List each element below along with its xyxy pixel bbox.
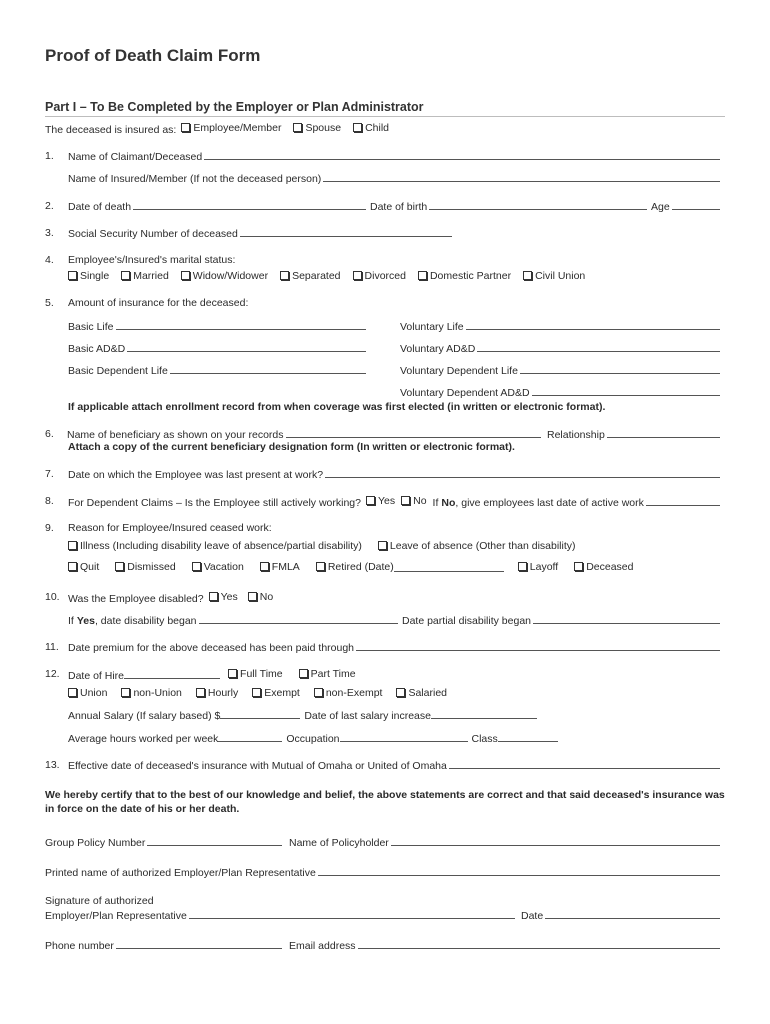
civil-union-label: Civil Union <box>535 270 586 282</box>
age-label: Age <box>651 201 670 213</box>
deceased-label: Deceased <box>586 561 634 573</box>
checkbox-icon <box>252 688 261 697</box>
checkbox-icon <box>299 669 308 678</box>
actively-working-label: For Dependent Claims – Is the Employee still actively working? <box>68 497 361 509</box>
basic-life-field[interactable] <box>68 320 366 334</box>
beneficiary-name-field[interactable] <box>67 428 541 442</box>
checkbox-icon <box>192 562 201 571</box>
q1-number: 1. <box>45 150 54 162</box>
checkbox-icon <box>353 271 362 280</box>
leave-of-absence-label: Leave of absence (Other than disability) <box>389 540 576 552</box>
salaried-checkbox[interactable] <box>396 687 447 700</box>
annual-salary-label: Annual Salary (If salary based) $ <box>68 710 221 722</box>
checkbox-icon <box>121 271 130 280</box>
q4-number: 4. <box>45 254 54 266</box>
voluntary-dependent-add-field[interactable] <box>400 386 720 400</box>
printed-name-label: Printed name of authorized Employer/Plan Representative <box>45 867 316 879</box>
q5-number: 5. <box>45 297 54 309</box>
checkbox-icon <box>378 541 387 550</box>
ceased-work-label: Reason for Employee/Insured ceased work: <box>68 522 272 534</box>
date-of-birth-line[interactable] <box>429 200 647 210</box>
policyholder-label: Name of Policyholder <box>289 837 389 849</box>
checkbox-icon <box>68 688 77 697</box>
divorced-checkbox[interactable] <box>353 270 406 283</box>
divorced-label: Divorced <box>364 270 406 282</box>
average-hours-line[interactable] <box>218 732 282 742</box>
date-of-death-label: Date of death <box>68 201 132 213</box>
checkbox-icon <box>280 271 289 280</box>
checkbox-icon <box>181 271 190 280</box>
printed-name-line[interactable] <box>318 866 720 876</box>
beneficiary-form-note: Attach a copy of the current beneficiary designation form (In written or electronic format). <box>68 441 515 453</box>
claimant-name-line[interactable] <box>204 150 720 160</box>
exempt-checkbox[interactable] <box>252 687 300 700</box>
marital-status-label: Employee's/Insured's marital status: <box>68 254 236 266</box>
non-exempt-label: non-Exempt <box>325 687 383 699</box>
hourly-label: Hourly <box>207 687 239 699</box>
checkbox-icon <box>574 562 583 571</box>
group-policy-label: Group Policy Number <box>45 837 146 849</box>
q8-number: 8. <box>45 495 54 507</box>
full-time-label: Full Time <box>240 668 283 680</box>
beneficiary-name-line[interactable] <box>286 428 541 438</box>
retired-date-line[interactable] <box>394 562 504 572</box>
layoff-label: Layoff <box>529 561 559 573</box>
dismissed-label: Dismissed <box>127 561 176 573</box>
disabled-label: Was the Employee disabled? <box>68 593 204 605</box>
insurance-amount-label: Amount of insurance for the deceased: <box>68 297 249 309</box>
hours-row <box>68 732 558 746</box>
union-checkbox[interactable] <box>68 687 107 700</box>
disabled-no-label: No <box>259 591 274 603</box>
checkbox-icon <box>316 562 325 571</box>
voluntary-add-field[interactable] <box>400 342 720 356</box>
separated-label: Separated <box>292 270 341 282</box>
disabled-yes-checkbox[interactable] <box>209 591 238 604</box>
disabled-row <box>68 591 285 606</box>
checkbox-icon <box>121 688 130 697</box>
certification-statement: We hereby certify that to the best of our knowledge and belief, the above statements are correct and that said deceased's insurance was in force on the date of his or her death. <box>45 789 725 815</box>
q3-number: 3. <box>45 227 54 239</box>
checkbox-icon <box>181 123 190 132</box>
if-label: If <box>432 497 439 509</box>
illness-checkbox[interactable] <box>68 540 362 553</box>
signature-label-line1: Signature of authorized <box>45 895 154 907</box>
if-no-label: No <box>441 497 456 509</box>
effective-date-line[interactable] <box>449 759 720 769</box>
fmla-checkbox[interactable] <box>260 561 300 574</box>
disability-began-field[interactable] <box>68 614 398 628</box>
last-active-work-label: , give employees last date of active work <box>455 497 644 509</box>
no-label: No <box>413 495 427 507</box>
child-checkbox[interactable] <box>353 122 389 135</box>
occupation-label: Occupation <box>286 733 340 745</box>
voluntary-life-field[interactable] <box>400 320 720 334</box>
class-line[interactable] <box>498 732 558 742</box>
last-increase-label: Date of last salary increase <box>304 710 431 722</box>
salary-row <box>68 709 537 723</box>
last-present-label: Date on which the Employee was last present at work? <box>68 469 324 481</box>
date-of-hire-line[interactable] <box>124 669 220 679</box>
vacation-label: Vacation <box>203 561 244 573</box>
checkbox-icon <box>68 541 77 550</box>
email-label: Email address <box>289 940 356 952</box>
annual-salary-line[interactable] <box>220 709 300 719</box>
layoff-checkbox[interactable] <box>518 561 558 574</box>
date-of-birth-field[interactable] <box>370 200 647 214</box>
occupation-line[interactable] <box>340 732 468 742</box>
voluntary-dependent-add-label: Voluntary Dependent AD&D <box>400 387 530 399</box>
checkbox-icon <box>293 123 302 132</box>
employee-member-checkbox[interactable] <box>181 122 281 135</box>
widow-label: Widow/Widower <box>192 270 269 282</box>
insured-as-row <box>45 122 401 137</box>
checkbox-icon <box>196 688 205 697</box>
signature-label-line2: Employer/Plan Representative <box>45 910 187 922</box>
vacation-checkbox[interactable] <box>192 561 244 574</box>
spouse-checkbox[interactable] <box>293 122 341 135</box>
q7-number: 7. <box>45 468 54 480</box>
salaried-label: Salaried <box>408 687 447 699</box>
if-yes-prefix: If <box>68 615 74 627</box>
age-line[interactable] <box>672 200 720 210</box>
insured-name-line[interactable] <box>323 172 720 182</box>
premium-paid-line[interactable] <box>356 641 720 651</box>
domestic-partner-label: Domestic Partner <box>429 270 512 282</box>
last-present-field[interactable] <box>68 468 720 482</box>
dismissed-checkbox[interactable] <box>115 561 175 574</box>
ssn-field[interactable] <box>68 227 452 241</box>
voluntary-dependent-life-line[interactable] <box>520 364 720 374</box>
checkbox-icon <box>418 271 427 280</box>
effective-date-field[interactable] <box>68 759 720 773</box>
checkbox-icon <box>396 688 405 697</box>
part-time-label: Part Time <box>310 668 356 680</box>
basic-dependent-life-label: Basic Dependent Life <box>68 365 168 377</box>
effective-date-label: Effective date of deceased's insurance with Mutual of Omaha or United of Omaha <box>68 760 447 772</box>
age-field[interactable] <box>651 200 720 214</box>
disabled-no-checkbox[interactable] <box>248 591 273 604</box>
voluntary-add-line[interactable] <box>477 342 720 352</box>
part-one-rule <box>45 116 725 117</box>
relationship-label: Relationship <box>547 429 605 441</box>
premium-paid-field[interactable] <box>68 641 720 655</box>
single-label: Single <box>80 270 110 282</box>
date-of-birth-label: Date of birth <box>370 201 428 213</box>
quit-label: Quit <box>80 561 100 573</box>
if-yes-label: Yes <box>76 615 95 627</box>
last-present-line[interactable] <box>325 468 720 478</box>
voluntary-add-label: Voluntary AD&D <box>400 343 476 355</box>
hire-row <box>68 668 368 683</box>
basic-add-field[interactable] <box>68 342 366 356</box>
group-policy-field[interactable] <box>45 836 282 850</box>
checkbox-icon <box>209 592 218 601</box>
insured-as-label: The deceased is insured as: <box>45 124 177 136</box>
part-one-heading: Part I – To Be Completed by the Employer or Plan Administrator <box>45 100 424 114</box>
policyholder-line[interactable] <box>391 836 720 846</box>
child-label: Child <box>365 122 390 134</box>
retired-checkbox[interactable] <box>316 561 394 574</box>
date-label: Date <box>521 910 544 922</box>
claimant-name-field[interactable] <box>68 150 720 164</box>
partial-disability-field[interactable] <box>402 614 720 628</box>
employee-member-label: Employee/Member <box>193 122 282 134</box>
phone-label: Phone number <box>45 940 114 952</box>
email-line[interactable] <box>358 939 720 949</box>
basic-dependent-life-line[interactable] <box>170 364 366 374</box>
enrollment-record-note: If applicable attach enrollment record from when coverage was first elected (in written or electronic format). <box>68 401 606 413</box>
partial-disability-line[interactable] <box>533 614 720 624</box>
employment-type-row <box>68 687 459 700</box>
dependent-claims-row <box>68 495 720 510</box>
actively-working-no-checkbox[interactable] <box>401 495 426 508</box>
date-field[interactable] <box>521 909 720 923</box>
q11-number: 11. <box>45 641 59 653</box>
checkbox-icon <box>518 562 527 571</box>
married-label: Married <box>133 270 169 282</box>
premium-paid-label: Date premium for the above deceased has been paid through <box>68 642 355 654</box>
leave-of-absence-checkbox[interactable] <box>378 540 576 553</box>
checkbox-icon <box>115 562 124 571</box>
yes-label: Yes <box>377 495 396 507</box>
ceased-work-row-2 <box>68 561 645 574</box>
voluntary-dependent-add-line[interactable] <box>532 386 720 396</box>
disability-began-line[interactable] <box>199 614 398 624</box>
q2-number: 2. <box>45 200 54 212</box>
printed-name-field[interactable] <box>45 866 720 880</box>
exempt-label: Exempt <box>264 687 300 699</box>
date-of-death-line[interactable] <box>133 200 366 210</box>
q9-number: 9. <box>45 522 54 534</box>
relationship-line[interactable] <box>607 428 720 438</box>
illness-label: Illness (Including disability leave of absence/partial disability) <box>80 540 362 552</box>
checkbox-icon <box>228 669 237 678</box>
class-label: Class <box>471 733 498 745</box>
non-union-checkbox[interactable] <box>121 687 181 700</box>
single-checkbox[interactable] <box>68 270 109 283</box>
basic-add-line[interactable] <box>127 342 366 352</box>
domestic-partner-checkbox[interactable] <box>418 270 511 283</box>
partial-disability-label: Date partial disability began <box>402 615 531 627</box>
non-union-label: non-Union <box>133 687 182 699</box>
non-exempt-checkbox[interactable] <box>314 687 383 700</box>
claimant-name-label: Name of Claimant/Deceased <box>68 151 203 163</box>
signature-field[interactable] <box>45 909 515 923</box>
checkbox-icon <box>366 496 375 505</box>
voluntary-life-line[interactable] <box>466 320 720 330</box>
relationship-field[interactable] <box>547 428 720 442</box>
beneficiary-name-label: Name of beneficiary as shown on your records <box>67 429 284 441</box>
civil-union-checkbox[interactable] <box>523 270 585 283</box>
separated-checkbox[interactable] <box>280 270 340 283</box>
voluntary-dependent-life-field[interactable] <box>400 364 720 378</box>
disability-began-label: , date disability began <box>94 615 197 627</box>
checkbox-icon <box>260 562 269 571</box>
date-of-death-field[interactable] <box>68 200 366 214</box>
voluntary-dependent-life-label: Voluntary Dependent Life <box>400 365 518 377</box>
union-label: Union <box>80 687 108 699</box>
full-time-checkbox[interactable] <box>228 668 283 681</box>
checkbox-icon <box>523 271 532 280</box>
average-hours-label: Average hours worked per week <box>68 733 219 745</box>
phone-line[interactable] <box>116 939 282 949</box>
insured-name-label: Name of Insured/Member (If not the deceased person) <box>68 173 322 185</box>
ssn-line[interactable] <box>240 227 452 237</box>
spouse-label: Spouse <box>305 122 342 134</box>
retired-label: Retired (Date) <box>327 561 394 573</box>
basic-dependent-life-field[interactable] <box>68 364 366 378</box>
last-increase-line[interactable] <box>431 709 537 719</box>
ceased-work-row-1 <box>68 540 588 553</box>
date-of-hire-label: Date of Hire <box>68 670 125 682</box>
ssn-label: Social Security Number of deceased <box>68 228 238 240</box>
checkbox-icon <box>314 688 323 697</box>
q6-number: 6. <box>45 428 54 440</box>
basic-life-line[interactable] <box>116 320 366 330</box>
checkbox-icon <box>248 592 257 601</box>
married-checkbox[interactable] <box>121 270 169 283</box>
checkbox-icon <box>68 271 77 280</box>
phone-field[interactable] <box>45 939 282 953</box>
q12-number: 12. <box>45 668 60 680</box>
actively-working-yes-checkbox[interactable] <box>366 495 395 508</box>
q10-number: 10. <box>45 591 60 603</box>
checkbox-icon <box>68 562 77 571</box>
part-time-checkbox[interactable] <box>299 668 356 681</box>
deceased-checkbox[interactable] <box>574 561 633 574</box>
basic-add-label: Basic AD&D <box>68 343 126 355</box>
policyholder-field[interactable] <box>289 836 720 850</box>
form-title: Proof of Death Claim Form <box>45 46 261 65</box>
checkbox-icon <box>353 123 362 132</box>
q13-number: 13. <box>45 759 60 771</box>
quit-checkbox[interactable] <box>68 561 99 574</box>
insured-name-field[interactable] <box>68 172 720 186</box>
checkbox-icon <box>401 496 410 505</box>
widow-checkbox[interactable] <box>181 270 268 283</box>
group-policy-line[interactable] <box>147 836 282 846</box>
hourly-checkbox[interactable] <box>196 687 238 700</box>
voluntary-life-label: Voluntary Life <box>400 321 464 333</box>
last-active-work-line[interactable] <box>646 496 720 506</box>
signature-line[interactable] <box>189 909 515 919</box>
fmla-label: FMLA <box>271 561 300 573</box>
date-line[interactable] <box>545 909 720 919</box>
basic-life-label: Basic Life <box>68 321 114 333</box>
email-field[interactable] <box>289 939 720 953</box>
marital-status-options <box>68 270 597 283</box>
disabled-yes-label: Yes <box>220 591 238 603</box>
